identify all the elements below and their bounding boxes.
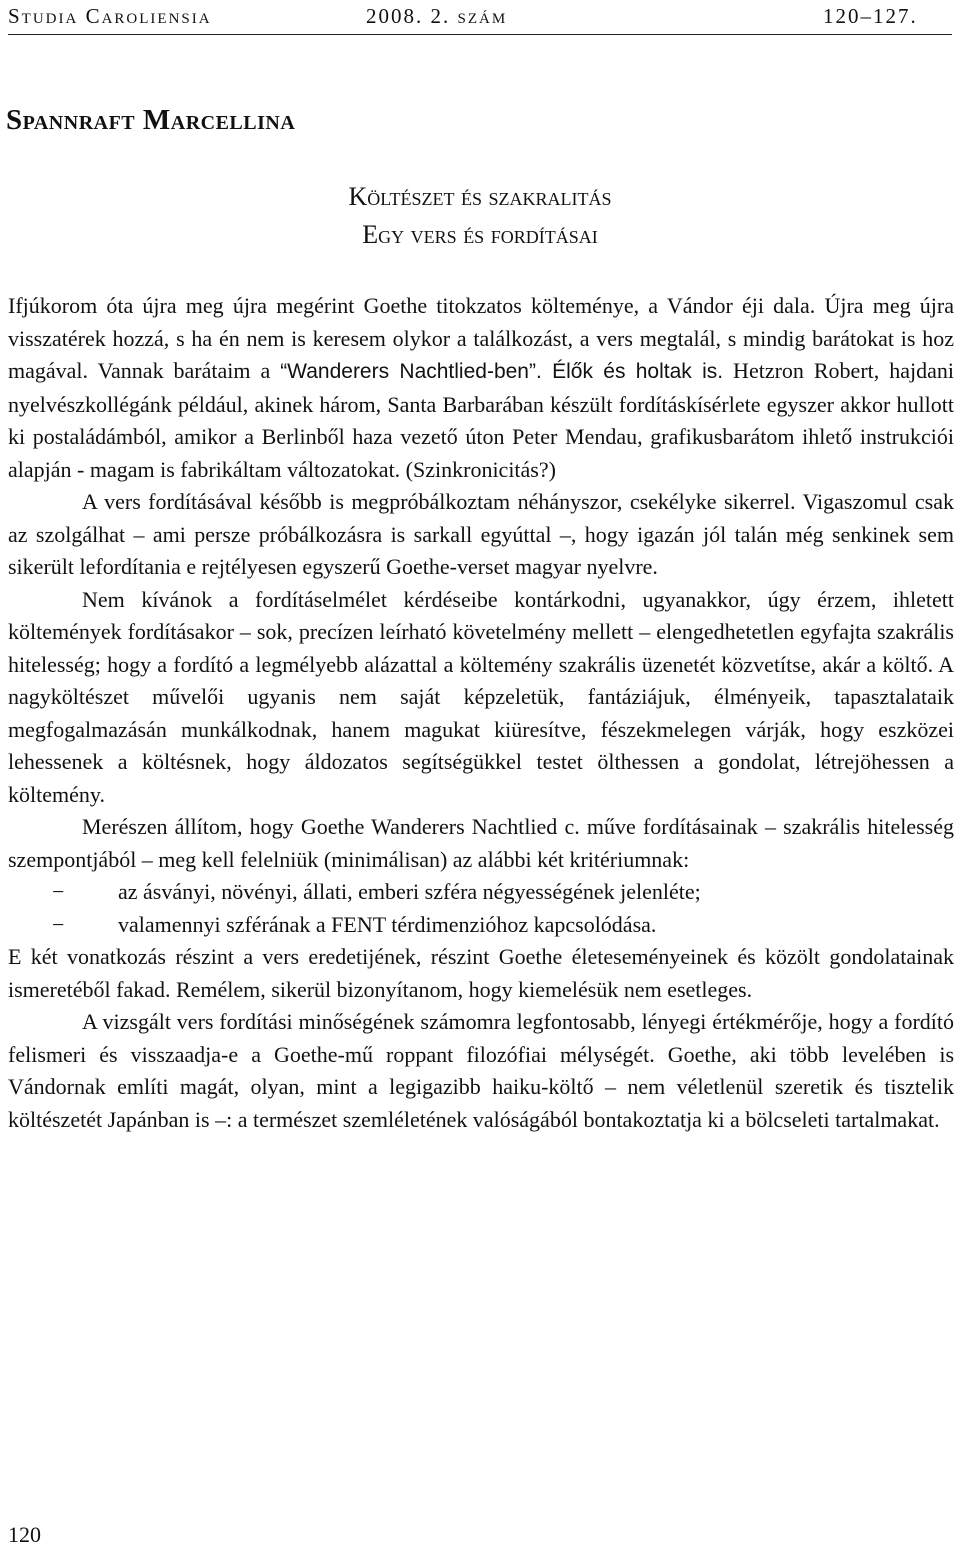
paragraph-1 — [8, 290, 954, 486]
list-item-text: az ásványi, növényi, állati, emberi szféra négyességének jelenléte; — [118, 879, 701, 904]
list-dash: − — [52, 911, 65, 937]
paragraph-1-quote: “Wanderers Nachtlied-ben”. Élők és holtak is. — [280, 360, 724, 383]
list-dash: − — [52, 879, 65, 904]
paragraph-4: Merészen állítom, hogy Goethe Wanderers Nachtlied c. műve fordításainak – szakrális hitelesség szempontjából – meg kell felelniük (minimálisan) az alábbi két kritériumnak: — [8, 814, 954, 872]
paragraph-1-start: Ifjúkorom óta újra meg újra megérint Goethe titokzatos költeménye, a Vándor éji dala. Újra meg újra visszatérek hozzá, s ha én nem is keresem olykor a találkozást, a vers megtalál, s mindig barátokat is hoz magával. Vannak barátaim a — [8, 293, 954, 383]
issue-label: 2008. 2. szám — [366, 4, 508, 28]
author-name: Spannraft Marcellina — [6, 104, 296, 136]
list-item — [8, 909, 954, 942]
journal-name: Studia Caroliensia — [8, 4, 212, 28]
paragraph-6: A vizsgált vers fordítási minőségének számomra legfontosabb, lényegi értékmérője, hogy a fordító felismeri és visszaadja-e a Goethe-mű roppant filozófiai mélységét. Goethe, aki több levelében is Vándornak említi magát, olyan, mint a legigazibb haiku-költő – nem véletlenül szeretik és tisztelik költészetét Japánban is –: a természet szemléletének valóságából bontakoztatja ki a bölcseleti tartalmakat. — [8, 1009, 954, 1132]
page-number: 120 — [8, 1522, 41, 1547]
list-item-text: valamennyi szférának a FENT térdimenzióhoz kapcsolódása. — [118, 911, 657, 937]
running-header — [8, 2, 952, 35]
article-body — [8, 290, 954, 1136]
paragraph-1-end: Hetzron Robert, hajdani nyelvészkollégánk például, akinek három, Santa Barbarában készült fordításkísérlete egyszer akkor hullott ki postaládámból, amikor a Berlinből haza vezető úton Peter Mendau, grafikusbarátom ihlető instrukciói alapján - magam is fabrikáltam változatokat. (Szinkronicitás?) — [8, 358, 954, 482]
page-range: 120–127. — [823, 4, 918, 28]
title-line-1: Költészet és szakralitás — [348, 182, 612, 211]
title-line-2: Egy vers és fordításai — [362, 220, 598, 249]
paragraph-3: Nem kívánok a fordításelmélet kérdéseibe kontárkodni, ugyanakkor, úgy érzem, ihletett költemények fordításakor – sok, precízen leírható követelmény mellett – elengedhetetlen egyfajta szakrális hitelesség; hogy a fordító a legmélyebb alázattal a költemény szakrális üzenetét közvetítse, akár a költő. A nagyköltészet művelői ugyanis nem saját képzeletük, fantáziájuk, élményeik, tapasztalataik megfogalmazásán munkálkodnak, hanem magukat kiüresítve, fészekmelegen várják, hogy eszközei lehessenek a költésnek, hogy áldozatos segítségükkel testet ölthessen a gondolat, létrejöhessen a költemény. — [8, 586, 954, 807]
list-item — [8, 876, 954, 909]
article-title — [0, 178, 960, 254]
paragraph-2: A vers fordításával később is megpróbálkoztam néhányszor, csekélyke sikerrel. Vigaszomul csak az szolgálhat – ami persze próbálkozásra is sarkall egyúttal –, hogy igazán jól talán még senkinek sem sikerült lefordítania e rejtélyesen egyszerű Goethe-verset magyar nyelvre. — [8, 489, 954, 579]
paragraph-5: E két vonatkozás részint a vers eredetijének, részint Goethe életeseményeinek és közölt gondolatainak ismeretéből fakad. Remélem, sikerül bizonyítanom, hogy kiemelésük nem esetleges. — [8, 944, 954, 1002]
